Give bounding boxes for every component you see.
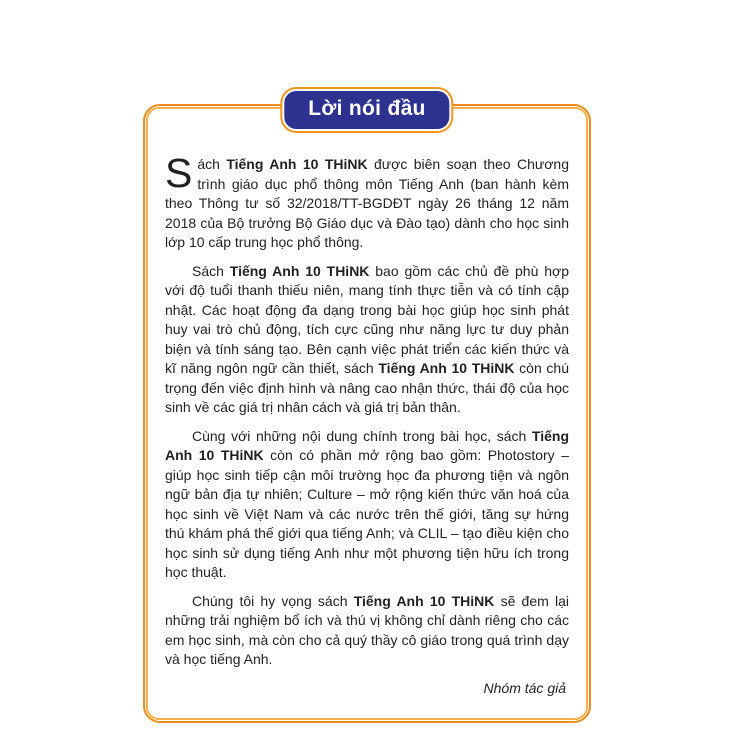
paragraph [165, 427, 569, 583]
book-title-run: Tiếng Anh 10 THiNK [229, 262, 370, 279]
author-signature: Nhóm tác giả [483, 679, 566, 696]
text-run: còn chú trọng đến việc định hình và nâng cao nhận thức, thái độ của học sinh về các giá trị nhân cách và giá trị bản thân. [165, 360, 569, 415]
text-run: sẽ đem lại những trải nghiệm bổ ích và thú vị không chỉ dành riêng cho các em học sinh, mà còn cho cả quý thầy cô giáo trong quá trình dạy và học tiếng Anh. [165, 592, 569, 667]
paragraph [165, 592, 569, 670]
book-title-run: Tiếng Anh 10 THiNK [226, 156, 368, 172]
paragraph-list [165, 150, 569, 670]
paragraph [165, 262, 569, 418]
title-badge [282, 89, 451, 131]
text-run: ách [197, 156, 227, 172]
drop-cap: S [165, 150, 193, 196]
text-run: được biên soạn theo Chương trình giáo dục phổ thông môn Tiếng Anh (ban hành kèm theo Thông tư số 32/2018/TT-BGDĐT ngày 26 tháng 12 năm 2018 của Bộ trưởng Bộ Giáo dục và Đào tạo) dành cho học sinh lớp 10 cấp trung học phổ thông. [165, 156, 569, 250]
foreword-content [165, 150, 569, 698]
book-title-run: Tiếng Anh 10 THiNK [165, 427, 569, 463]
text-run: Cùng với những nội dung chính trong bài học, sách [192, 427, 532, 444]
book-title-run: Tiếng Anh 10 THiNK [378, 360, 515, 376]
text-run: Sách [192, 262, 230, 279]
page-title: Lời nói đầu [308, 97, 426, 120]
text-run: Chúng tôi hy vọng sách [192, 592, 354, 609]
text-run: bao gồm các chủ đề phù hợp với độ tuổi thanh thiếu niên, mang tính thực tiễn và có tính cập nhật. Các hoạt động đa dạng trong bài học giúp học sinh phát huy vai trò chủ động, tích cực cũng như năng lực tư duy phản biện và tính sáng tạo. Bên cạnh việc phát triển các kiến thức và kĩ năng ngôn ngữ cần thiết, sách [165, 262, 569, 376]
foreword-inner-frame [146, 107, 588, 720]
text-run: còn có phần mở rộng bao gồm: Photostory – giúp học sinh tiếp cận môi trường học đa phương tiện và ngôn ngữ bản địa tự nhiên; Culture – mở rộng kiến thức văn hoá của học sinh về Việt Nam và các nước trên thế giới, tăng sự hứng thú khám phá thế giới qua tiếng Anh; và CLIL – tạo điều kiện cho học sinh sử dụng tiếng Anh như một phương tiện hữu ích trong học thuật. [165, 447, 569, 580]
foreword-box [143, 97, 591, 723]
book-title-run: Tiếng Anh 10 THiNK [353, 592, 495, 609]
paragraph [165, 150, 569, 253]
